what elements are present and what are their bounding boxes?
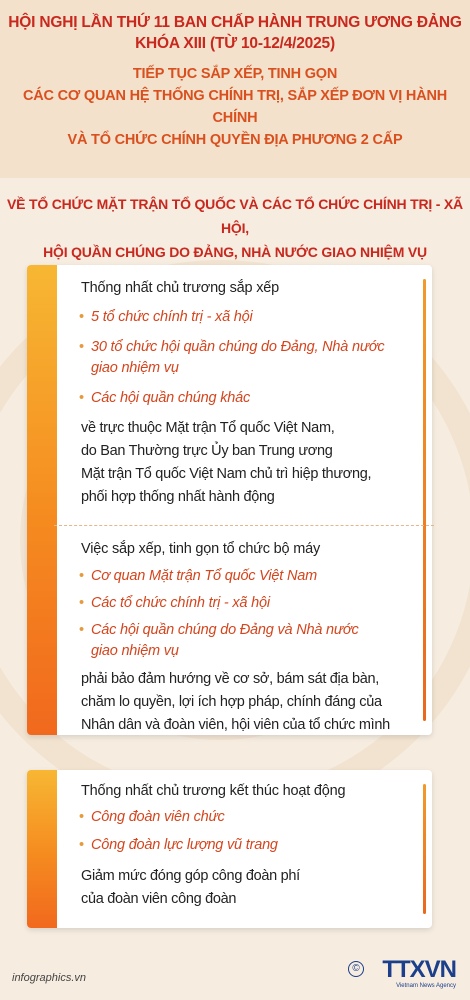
- list-item: • Công đoàn lực lượng vũ trang: [81, 835, 414, 856]
- list-item: • 5 tổ chức chính trị - xã hội: [81, 307, 414, 328]
- body-line: Giảm mức đóng góp công đoàn phí: [81, 868, 300, 884]
- list-item: • Cơ quan Mặt trận Tổ quốc Việt Nam: [81, 566, 414, 587]
- card-right-line: [423, 279, 426, 721]
- bullet-icon: •: [79, 390, 84, 406]
- bullet-icon: •: [79, 837, 84, 853]
- logo-subtitle: Vietnam News Agency: [396, 983, 456, 989]
- card2-title: Thống nhất chủ trương kết thúc hoạt động: [81, 783, 346, 799]
- header-title-line1: HỘI NGHỊ LẦN THỨ 11 BAN CHẤP HÀNH TRUNG ƯƠNG ĐẢNG: [8, 14, 462, 31]
- body-line: của đoàn viên công đoàn: [81, 891, 237, 907]
- bullet-icon: •: [79, 595, 84, 611]
- bullet-icon: •: [79, 309, 84, 325]
- divider: [54, 525, 434, 526]
- body-line: về trực thuộc Mặt trận Tổ quốc Việt Nam,: [81, 420, 335, 436]
- body-line: Nhân dân và đoàn viên, hội viên của tổ chức mình: [81, 717, 390, 733]
- header-subtitle-line3: VÀ TỔ CHỨC CHÍNH QUYỀN ĐỊA PHƯƠNG 2 CẤP: [67, 132, 403, 148]
- body-line: phải bảo đảm hướng về cơ sở, bám sát địa bàn,: [81, 671, 379, 687]
- header-subtitle-line1: TIẾP TỤC SẮP XẾP, TINH GỌN: [132, 66, 338, 82]
- logo-text: TTXVN: [382, 956, 456, 983]
- list-item: • Công đoàn viên chức: [81, 807, 414, 828]
- block2-title: Việc sắp xếp, tinh gọn tổ chức bộ máy: [81, 541, 321, 557]
- bullet-icon: •: [79, 339, 84, 355]
- footer-site-link[interactable]: infographics.vn: [12, 972, 86, 984]
- body-line: do Ban Thường trực Ủy ban Trung ương: [81, 443, 333, 459]
- content-card-1: [27, 265, 432, 735]
- section-title: [0, 192, 470, 264]
- bullet-icon: •: [79, 568, 84, 584]
- list-item: • Các tổ chức chính trị - xã hội: [81, 593, 414, 614]
- bullet-icon: •: [79, 622, 84, 638]
- body-line: Mặt trận Tổ quốc Việt Nam chủ trì hiệp thương,: [81, 466, 372, 482]
- card-right-line: [423, 784, 426, 914]
- section-title-line1: VỀ TỔ CHỨC MẶT TRẬN TỔ QUỐC VÀ CÁC TỔ CHỨC CHÍNH TRỊ - XÃ HỘI,: [7, 196, 463, 236]
- list-item-continuation: giao nhiệm vụ: [91, 360, 179, 376]
- bullet-icon: •: [79, 809, 84, 825]
- block1-title: Thống nhất chủ trương sắp xếp: [81, 280, 280, 296]
- list-item: • Các hội quần chúng khác: [81, 388, 414, 409]
- header-banner: [0, 0, 470, 178]
- copyright-icon: ©: [348, 961, 364, 977]
- body-line: phối hợp thống nhất hành động: [81, 489, 275, 505]
- list-item: • 30 tổ chức hội quần chúng do Đảng, Nhà nước: [81, 337, 414, 358]
- section-title-line2: HỘI QUẦN CHÚNG DO ĐẢNG, NHÀ NƯỚC GIAO NHIỆM VỤ: [43, 244, 427, 260]
- list-item: • Các hội quần chúng do Đảng và Nhà nước: [81, 620, 414, 641]
- card-accent-bar: [27, 770, 57, 928]
- header-subtitle-line2: CÁC CƠ QUAN HỆ THỐNG CHÍNH TRỊ, SẮP XẾP ĐƠN VỊ HÀNH CHÍNH: [22, 88, 448, 126]
- header-title-line2: KHÓA XIII (TỪ 10-12/4/2025): [135, 35, 335, 52]
- agency-logo: [382, 958, 456, 989]
- body-line: chăm lo quyền, lợi ích hợp pháp, chính đáng của: [81, 694, 382, 710]
- card-accent-bar: [27, 265, 57, 735]
- list-item-continuation: giao nhiệm vụ: [91, 643, 179, 659]
- content-card-2: [27, 770, 432, 928]
